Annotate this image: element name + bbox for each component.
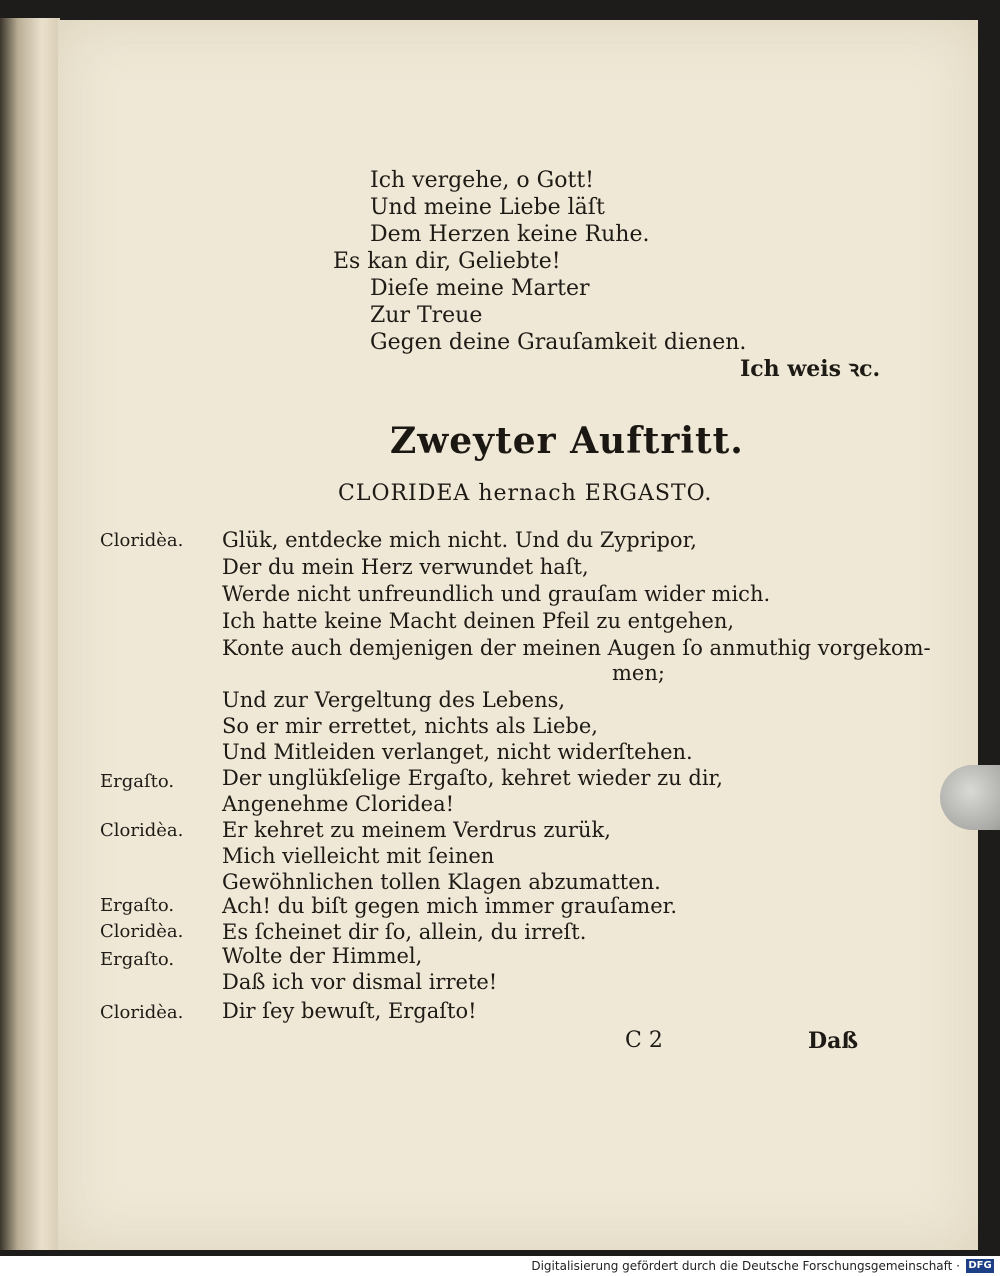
book-spine (0, 18, 60, 1250)
dialogue-line: Und Mitleiden verlanget, nicht widerſtehen. (222, 740, 693, 764)
dialogue-line: Glük, entdecke mich nicht. Und du Zypripor, (222, 528, 697, 552)
verse-line: Ich vergehe, o Gott! (370, 168, 594, 193)
dialogue-line: Angenehme Cloridea! (222, 792, 455, 816)
verse-line: Dieſe meine Marter (370, 276, 590, 301)
dialogue-line: Mich vielleicht mit ſeinen (222, 844, 495, 868)
speaker-label: Cloridèa. (100, 921, 184, 942)
dialogue-line: Der du mein Herz verwundet haſt, (222, 555, 589, 579)
speaker-label: Ergaſto. (100, 771, 175, 792)
dialogue-line: Gewöhnlichen tollen Klagen abzumatten. (222, 870, 661, 894)
dialogue-line: Konte auch demjenigen der meinen Augen ſo anmuthig vorgekom- (222, 636, 931, 660)
dialogue-line: Werde nicht unfreundlich und grauſam wider mich. (222, 582, 771, 606)
speaker-label: Cloridèa. (100, 820, 184, 841)
speaker-label: Ergaſto. (100, 895, 175, 916)
dialogue-line: Und zur Vergeltung des Lebens, (222, 688, 566, 712)
verse-line: Gegen deine Grauſamkeit dienen. (370, 330, 747, 355)
reprise-cue: Ich weis ꝛc. (740, 356, 881, 382)
dialogue-line: Ich hatte keine Macht deinen Pfeil zu entgehen, (222, 609, 735, 633)
verse-line: Dem Herzen keine Ruhe. (370, 222, 650, 247)
speaker-label: Cloridèa. (100, 530, 184, 551)
verse-line: Es kan dir, Geliebte! (333, 249, 561, 274)
scene-subtitle: CLORIDEA hernach ERGASTO. (338, 481, 713, 506)
catchword: Daß (808, 1028, 859, 1054)
scene-title: Zweyter Auftritt. (390, 420, 744, 462)
dfg-notice: Digitalisierung gefördert durch die Deutsche Forschungsgemeinschaft · (531, 1259, 960, 1273)
verse-line: Und meine Liebe läſt (370, 195, 605, 220)
dialogue-line: So er mir errettet, nichts als Liebe, (222, 714, 598, 738)
dfg-logo: DFG (966, 1259, 994, 1273)
dialogue-line: Wolte der Himmel, (222, 944, 423, 968)
speaker-label: Ergaſto. (100, 949, 175, 970)
dialogue-line: Er kehret zu meinem Verdrus zurük, (222, 818, 611, 842)
verse-line: Zur Treue (370, 303, 483, 328)
thumb-shadow (940, 765, 1000, 830)
dialogue-line: Dir ſey bewuſt, Ergaſto! (222, 999, 477, 1023)
signature-mark: C 2 (625, 1028, 663, 1053)
dialogue-line: Es ſcheinet dir ſo, allein, du irreſt. (222, 920, 587, 944)
verse-block (333, 167, 893, 356)
dialogue-line: men; (612, 661, 665, 685)
speaker-label: Cloridèa. (100, 1002, 184, 1023)
dialogue-line: Ach! du biſt gegen mich immer grauſamer. (222, 894, 678, 918)
dialogue-line: Der unglükſelige Ergaſto, kehret wieder zu dir, (222, 766, 723, 790)
digitization-footer (0, 1256, 1000, 1276)
dialogue-line: Daß ich vor dismal irrete! (222, 970, 498, 994)
